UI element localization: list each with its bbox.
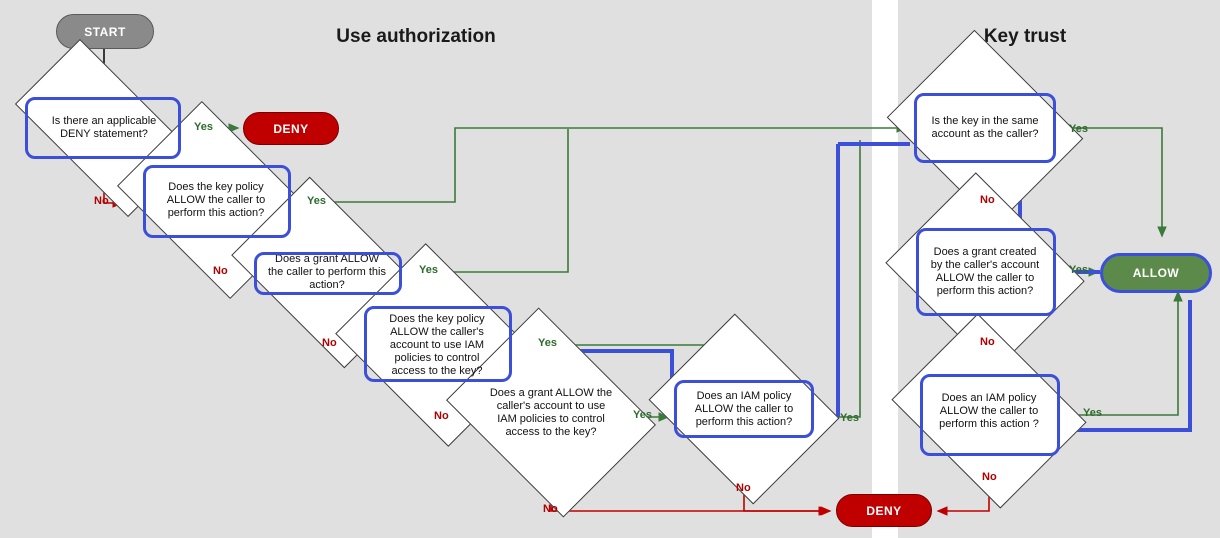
decision-label: Does a grant ALLOW the caller's account to use IAM policies to control access to the key? (489, 386, 613, 438)
decision-label: Does a grant created by the caller's account ALLOW the caller to perform this action? (930, 246, 1040, 297)
decision-label: Is there an applicable DENY statement? (51, 115, 157, 140)
section-title-key-trust: Key trust (983, 26, 1067, 47)
edge-label-yes-k2: Yes (1069, 264, 1088, 276)
edge-label-yes-k3: Yes (1083, 407, 1102, 419)
section-title-use-authorization: Use authorization (336, 26, 496, 47)
decision-label: Does the key policy ALLOW the caller's account to use IAM policies to control access to the key? (389, 312, 485, 377)
edge-label-yes-d6: Yes (840, 412, 859, 424)
edge-label-no-d5: No (543, 503, 558, 515)
decision-iam-policy-allow-key-trust[interactable] (912, 350, 1066, 472)
edge-label-yes-d1: Yes (194, 121, 213, 133)
edge-label-no-d3: No (322, 337, 337, 349)
edge-label-no-d6: No (736, 482, 751, 494)
allow-node: ALLOW (1100, 253, 1212, 293)
decision-label: Does an IAM policy ALLOW the caller to perform this action ? (939, 391, 1039, 430)
edge-label-no-k2: No (980, 336, 995, 348)
edge-label-no-d2: No (213, 265, 228, 277)
start-node: START (56, 14, 154, 49)
deny-node-bottom: DENY (836, 494, 932, 527)
decision-label: Does the key policy ALLOW the caller to perform this action? (166, 180, 266, 219)
edge-label-no-k3: No (982, 471, 997, 483)
decision-key-same-account[interactable] (908, 66, 1062, 190)
decision-label: Does a grant ALLOW the caller to perform this action? (267, 253, 386, 291)
decision-label: Does an IAM policy ALLOW the caller to perform this action? (694, 389, 794, 428)
edge-label-no-d4: No (434, 410, 449, 422)
edge-label-no-d1: No (94, 195, 109, 207)
edge-label-yes-d4: Yes (538, 337, 557, 349)
edge-label-no-k1: No (980, 194, 995, 206)
decision-iam-policy-allow-caller[interactable] (670, 348, 818, 470)
deny-node-top: DENY (243, 112, 339, 145)
decision-label: Is the key in the same account as the caller? (931, 115, 1039, 140)
edge-label-yes-d5: Yes (633, 409, 652, 421)
edge-label-yes-d3: Yes (419, 264, 438, 276)
edge-label-yes-d2: Yes (307, 195, 326, 207)
edge-label-yes-k1: Yes (1069, 123, 1088, 135)
decision-grant-by-caller-account[interactable] (908, 208, 1062, 336)
